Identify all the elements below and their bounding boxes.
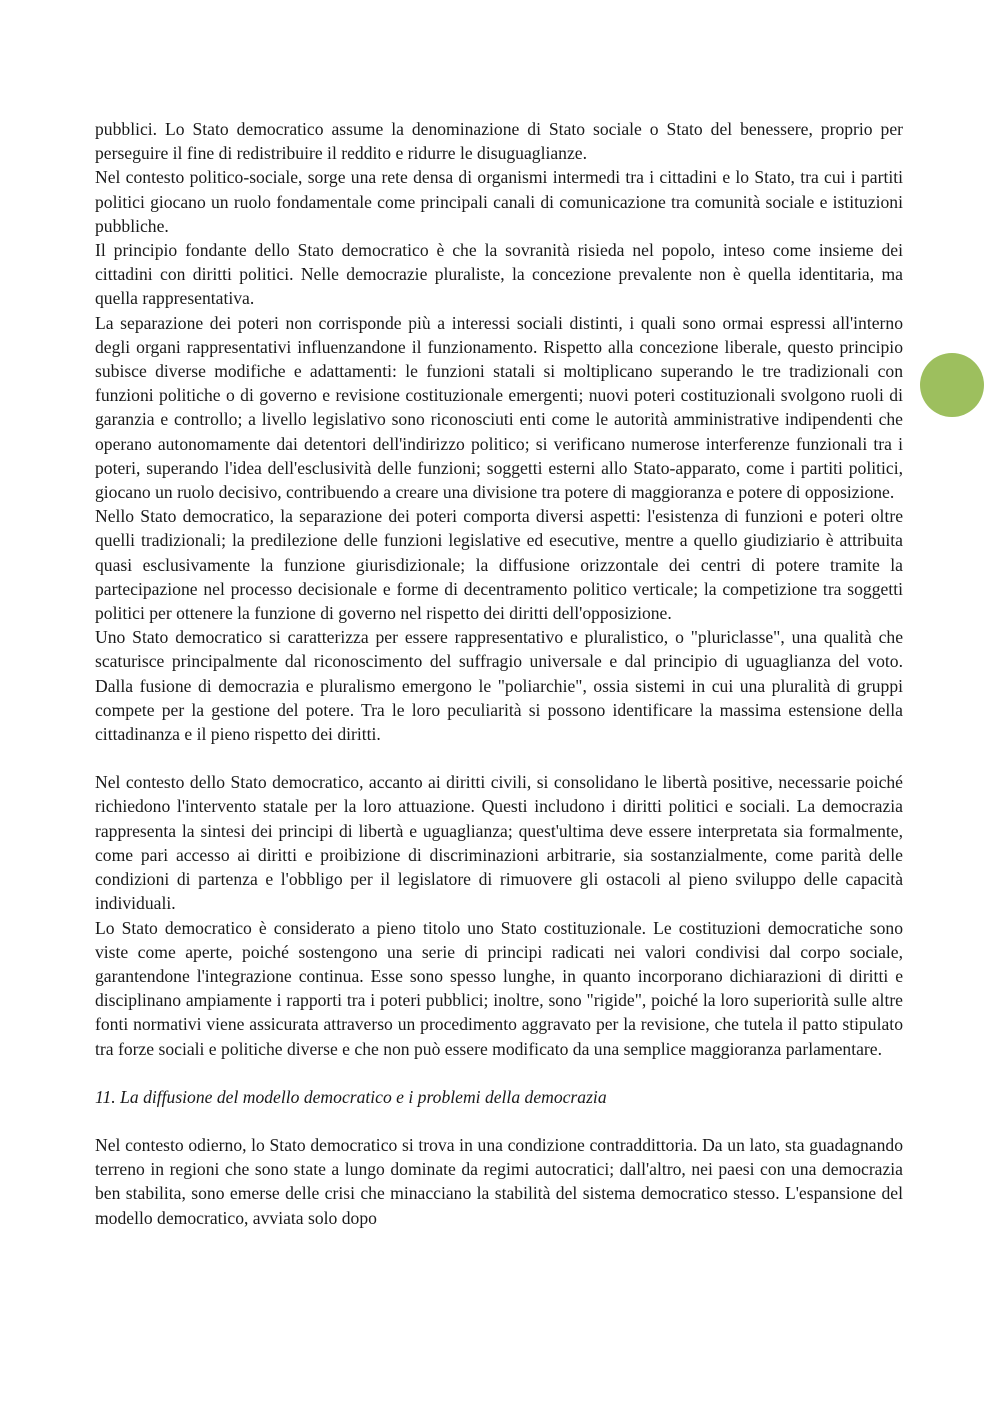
paragraph-separation-of-powers: La separazione dei poteri non corrisponde più a interessi sociali distinti, i quali sono ormai espressi all'interno degli organi rappresentativi influenzandone il funzionamento. Rispetto alla concezione liberale, questo principio subisce diverse modifiche e adattamenti: le funzioni statali si moltiplicano superando le tre tradizionali con funzioni politiche o di governo e revisione costituzionale emergenti; nuovi poteri costituzionali svolgono ruoli di garanzia e controllo; a livello legislativo sono riconosciuti enti come le autorità amministrative indipendenti che operano autonomamente dai detentori dell'indirizzo politico; si verificano numerose interferenze funzionali tra i poteri, superando l'idea dell'esclusività delle funzioni; soggetti esterni allo Stato-apparato, come i partiti politici, giocano un ruolo decisivo, contribuendo a creare una divisione tra potere di maggioranza e potere di opposizione. bbox=[95, 312, 903, 503]
paragraph-contemporary-context: Nel contesto odierno, lo Stato democratico si trova in una condizione contraddittoria. Da un lato, sta guadagnando terreno in regioni che sono state a lungo dominate da regimi autocratici; dall'altro, nei paesi con una democrazia ben stabilita, sono emerse delle crisi che minacciano la stabilità del sistema democratico stesso. L'espansione del modello democratico, avviata solo dopo bbox=[95, 1134, 903, 1228]
paragraph-pluralism: Uno Stato democratico si caratterizza per essere rappresentativo e pluralistico, o "pluriclasse", una qualità che scaturisce principalmente dal riconoscimento del suffragio universale e dal principio di uguaglianza del voto. Dalla fusione di democrazia e pluralismo emergono le "poliarchie", ossia sistemi in cui una pluralità di gruppi compete per la gestione del potere. Tra le loro peculiarità si possono identificare la massima estensione della cittadinanza e il pieno rispetto dei diritti. bbox=[95, 627, 903, 745]
paragraph-welfare-state: pubblici. Lo Stato democratico assume la denominazione di Stato sociale o Stato del benessere, proprio per perseguire il fine di redistribuire il reddito e ridurre le disuguaglianze. bbox=[95, 119, 903, 164]
paragraph-separation-aspects: Nello Stato democratico, la separazione dei poteri comporta diversi aspetti: l'esistenza di funzioni e poteri oltre quelli tradizionali; la predilezione delle funzioni legislative ed esecutive, mentre a quello giudiziario è attribuita quasi esclusivamente la funzione giurisdizionale; la diffusione orizzontale dei centri di potere tramite la partecipazione nel processo decisionale e forme di decentramento politico verticale; la competizione tra soggetti politici per ottenere la funzione di governo nel rispetto dei diritti dell'opposizione. bbox=[95, 506, 903, 624]
paragraph-intermediate-bodies: Nel contesto politico-sociale, sorge una rete densa di organismi intermedi tra i cittadini e lo Stato, tra cui i partiti politici giocano un ruolo fondamentale come principali canali di comunicazione tra comunità sociale e istituzioni pubbliche. bbox=[95, 167, 903, 236]
document-page bbox=[95, 117, 903, 1230]
paragraph-popular-sovereignty: Il principio fondante dello Stato democratico è che la sovranità risieda nel popolo, inteso come insieme dei cittadini con diritti politici. Nelle democrazie pluraliste, la concezione prevalente non è quella identitaria, ma quella rappresentativa. bbox=[95, 240, 903, 309]
page-marker-dot bbox=[920, 353, 984, 417]
section-heading: 11. La diffusione del modello democratico e i problemi della democrazia bbox=[95, 1086, 607, 1107]
paragraph-positive-liberties: Nel contesto dello Stato democratico, accanto ai diritti civili, si consolidano le libertà positive, necessarie poiché richiedono l'intervento statale per la loro attuazione. Questi includono i diritti politici e sociali. La democrazia rappresenta la sintesi dei principi di libertà e uguaglianza; quest'ultima deve essere interpretata sia formalmente, come pari accesso ai diritti e proibizione di discriminazioni arbitrarie, sia sostanzialmente, come parità delle condizioni di partenza e l'obbligo per il legislatore di rimuovere gli ostacoli al pieno sviluppo delle capacità individuali. bbox=[95, 772, 903, 914]
paragraph-constitutional-state: Lo Stato democratico è considerato a pieno titolo uno Stato costituzionale. Le costituzioni democratiche sono viste come aperte, poiché sostengono una serie di principi radicati nei valori condivisi dal corpo sociale, garantendone l'integrazione continua. Esse sono spesso lunghe, in quanto incorporano dichiarazioni di diritti e disciplinano ampiamente i rapporti tra i poteri pubblici; inoltre, sono "rigide", poiché la loro superiorità sulle altre fonti normativi viene assicurata attraverso un procedimento aggravato per la revisione, che tutela il patto stipulato tra forze sociali e politiche diverse e che non può essere modificato da una semplice maggioranza parlamentare. bbox=[95, 917, 903, 1059]
